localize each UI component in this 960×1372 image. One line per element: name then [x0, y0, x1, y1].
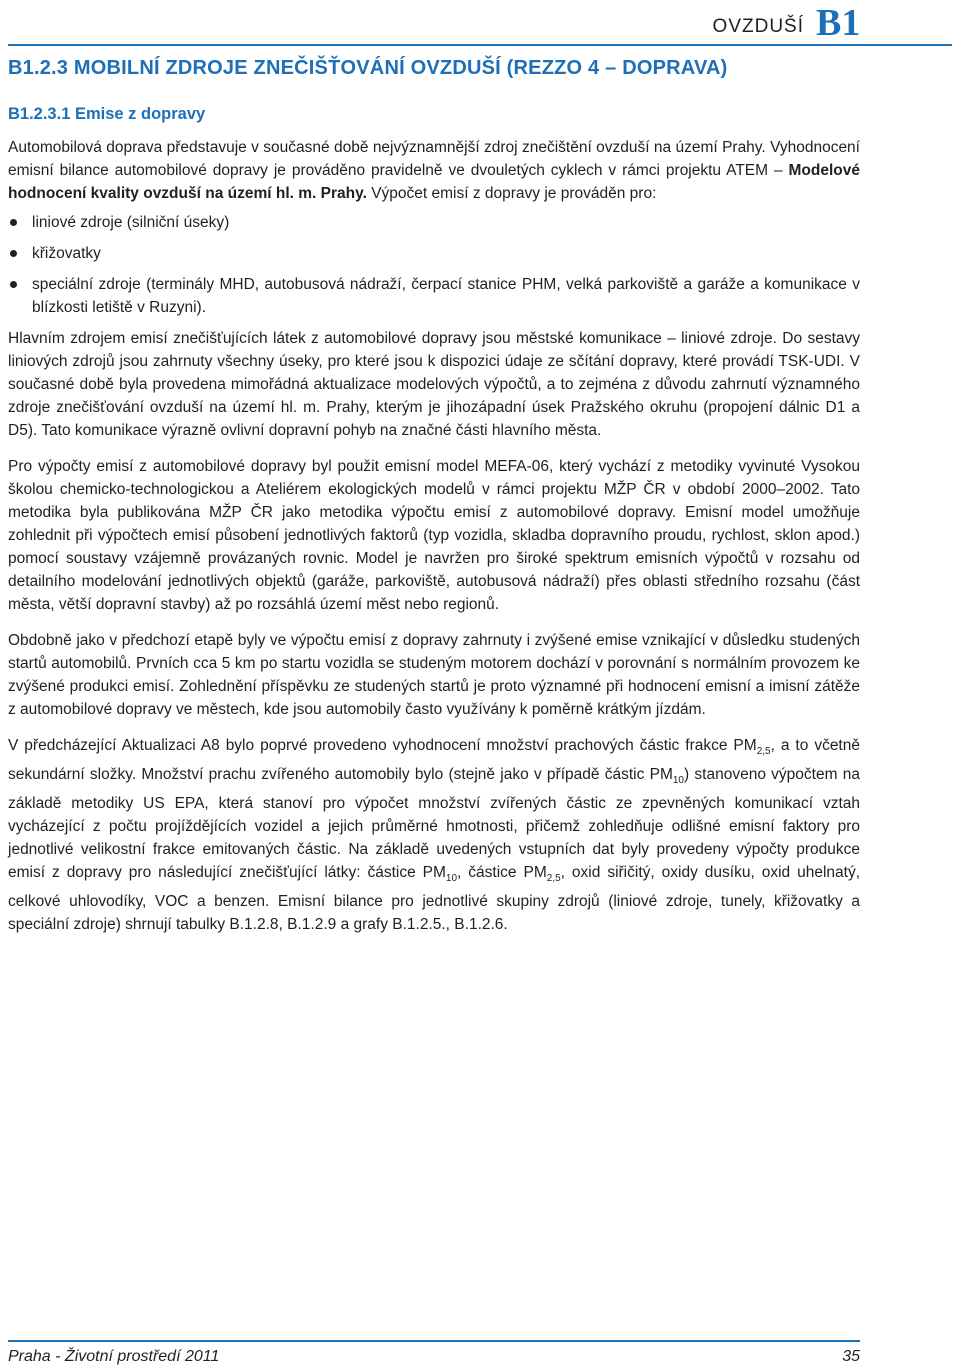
list-item: křižovatky: [8, 242, 860, 265]
text-segment: , oxid siřičitý, oxidy dusíku, oxid uhelnatý, celkové uhlovodíky, VOC a benzen. Emisní bilance pro jednotlivé skupiny zdrojů (liniové zdroje, tunely, křižovatky a speciální zdroje) shrnují tabulky B.1.2.8, B.1.2.9 a grafy B.1.2.5., B.1.2.6.: [8, 864, 860, 934]
subscript: 2,5: [756, 746, 771, 758]
subsection-title: B1.2.3.1 Emise z dopravy: [8, 105, 206, 123]
list-item: liniové zdroje (silniční úseky): [8, 211, 860, 234]
page-number: 35: [842, 1348, 860, 1365]
subscript: 10: [445, 873, 458, 885]
text-segment: ) stanoveno výpočtem na základě metodiky US EPA, která stanoví pro výpočet množství zvířených částic ze zpevněných komunikací vztah vycházející z počtu projíždějících vozidel a jejich průměrné hmotnosti, přičemž zohledňuje odlišné emisní faktory pro jednotlivé velikostní frakce emitovaných částic. Na základě uvedených vstupních dat byly provedeny výpočty produkce emisí z dopravy pro následující znečišťující látky: částice PM: [8, 766, 860, 882]
body-content: [8, 136, 860, 949]
footer-publication: Praha - Životní prostředí 2011: [8, 1348, 220, 1365]
list-item: speciální zdroje (terminály MHD, autobusová nádraží, čerpací stanice PHM, velká parkoviště a garáže a komunikace v blízkosti letiště v Ruzyni).: [8, 273, 860, 319]
header-section-label: OVZDUŠÍ: [712, 16, 804, 37]
text-segment: V předcházející Aktualizaci A8 bylo poprvé provedeno vyhodnocení množství prachových částic frakce PM: [8, 737, 757, 754]
intro-text: Automobilová doprava představuje v současné době nejvýznamnější zdroj znečištění ovzduší na území Prahy. Vyhodnocení emisní bilance automobilové dopravy je prováděno pravidelně ve dvouletých cyklech v rámci projektu ATEM –: [8, 139, 860, 179]
paragraph-cold-starts: Obdobně jako v předchozí etapě byly ve výpočtu emisí z dopravy zahrnuty i zvýšené emise vznikající v důsledku studených startů automobilů. Prvních cca 5 km po startu vozidla se studeným motorem dochází v porovnání s normálním provozem ke zvýšené produkci emisí. Zohlednění příspěvku ze studených startů je proto významné při hodnocení emisní a imisní zátěže z automobilové dopravy ve městech, kde jsou automobily často využívány k poměrně krátkým jízdám.: [8, 632, 860, 718]
header-divider: [8, 44, 952, 46]
section-title: B1.2.3 MOBILNÍ ZDROJE ZNEČIŠŤOVÁNÍ OVZDUŠÍ (REZZO 4 – DOPRAVA): [8, 57, 728, 79]
subscript: 2,5: [546, 873, 561, 885]
source-list: [8, 211, 860, 319]
text-segment: , částice PM: [457, 864, 547, 882]
subscript: 10: [672, 775, 684, 787]
project-name: Modelové hodnocení kvality ovzduší na území hl. m. Prahy.: [8, 162, 860, 202]
paragraph-emission-model: Pro výpočty emisí z automobilové dopravy byl použit emisní model MEFA-06, který vychází z metodiky vyvinuté Vysokou školou chemicko-technologickou a Ateliérem ekologických modelů v rámci projektu MŽP ČR v období 2000–2002. Tato metodika byla publikována MŽP ČR jako metodika výpočtu emisí z automobilové dopravy. Emisní model umožňuje zohlednit při výpočtech emisí působení jednotlivých faktorů (typ vozidla, skladba dopravního proudu, rychlost, sklon apod.) pomocí soustavy vzájemně provázaných rovnic. Model je navržen pro široké spektrum emisních výpočtů v rozsahu od detailního modelování jednotlivých objektů (garáže, parkoviště, autobusová nádraží) přes oblasti středního rozsahu (část města, větší dopravní stavby) až po rozsáhlá území měst nebo regionů.: [8, 458, 860, 613]
footer-divider: [8, 1340, 860, 1342]
text-segment: , a to včetně sekundární složky. Množství prachu zvířeného automobily bylo (stejně jako v případě částic PM: [8, 737, 860, 784]
intro-paragraph: [8, 136, 860, 205]
chapter-badge: B1: [806, 0, 952, 46]
paragraph-line-sources: Hlavním zdrojem emisí znečišťujících látek z automobilové dopravy jsou městské komunikace – liniové zdroje. Do sestavy liniových zdrojů jsou zahrnuty všechny úseky, pro které jsou k dispozici údaje ze sčítání dopravy, které provádí TSK-UDI. V současné době byla provedena mimořádná aktualizace modelových výpočtů, a to zejména z důvodu zahrnutí významného zdroje znečišťování ovzduší na území hl. m. Prahy, kterým je jihozápadní úsek Pražského okruhu (propojení dálnic D1 a D5). Tato komunikace výrazně ovlivní dopravní pohyb na značné části hlavního města.: [8, 330, 860, 439]
intro-text-end: Výpočet emisí z dopravy je prováděn pro:: [366, 185, 657, 202]
paragraph-particulates: [8, 734, 860, 936]
